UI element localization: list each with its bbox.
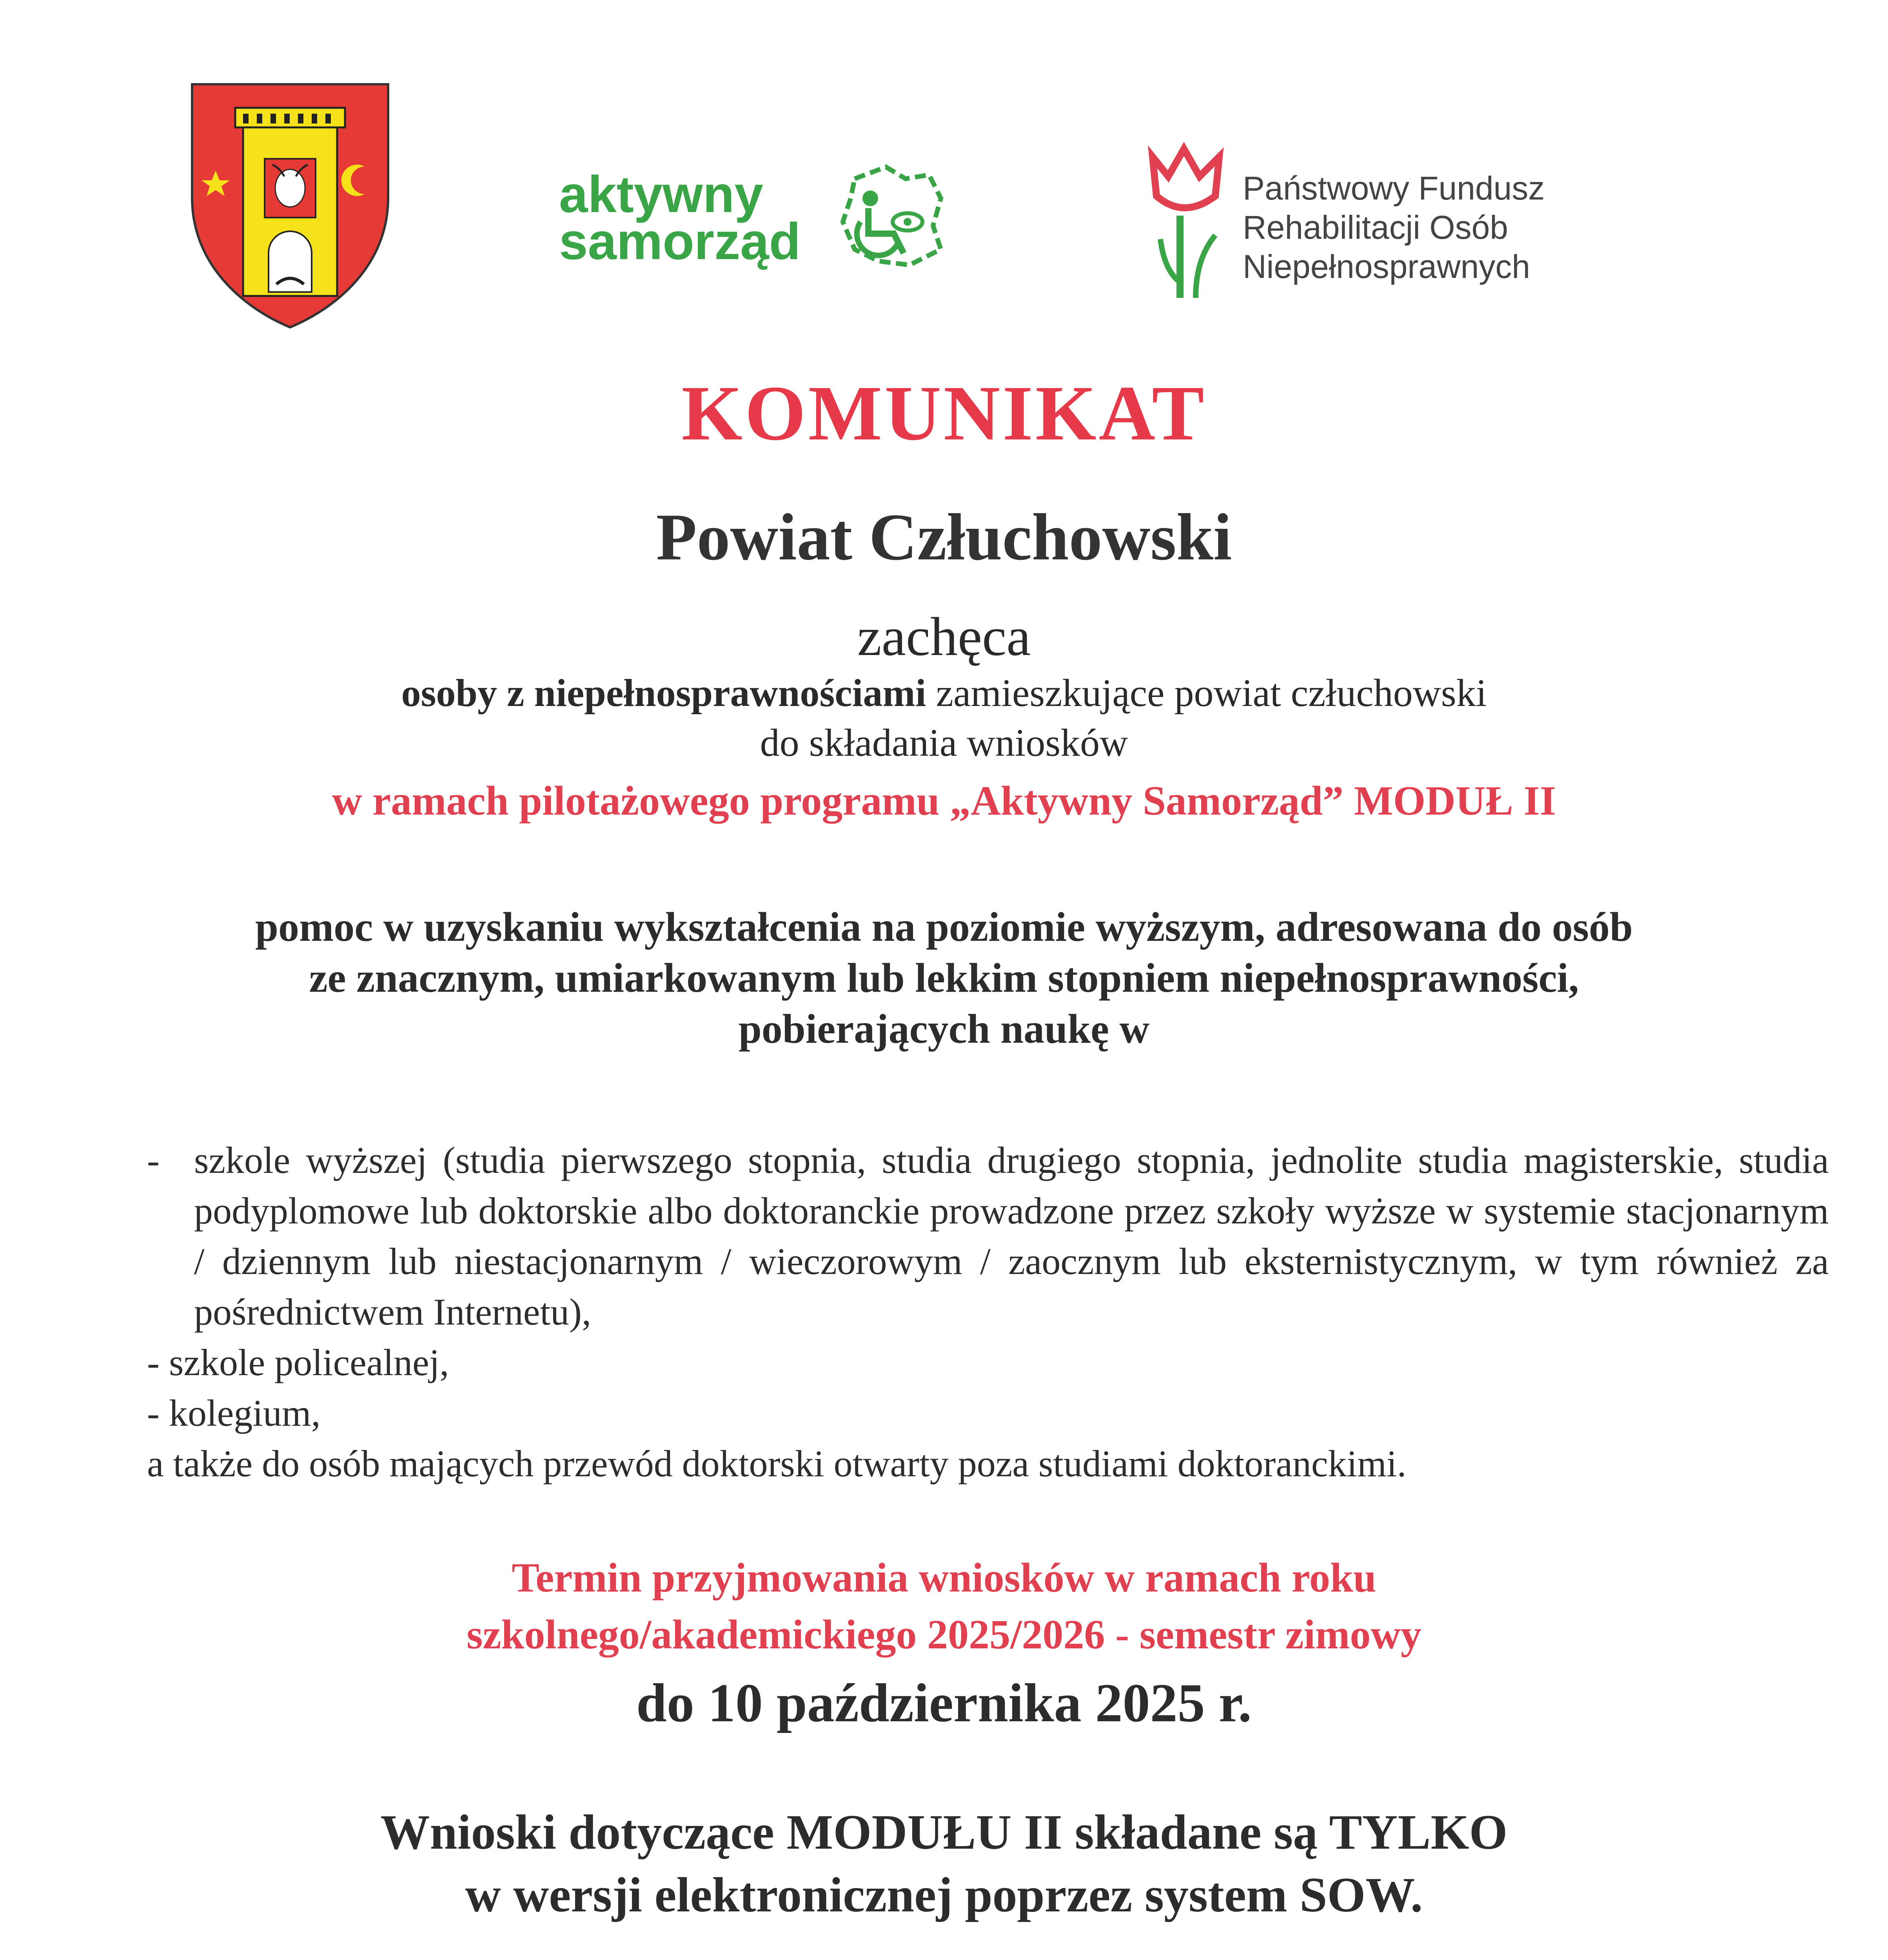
help-line-2: ze znacznym, umiarkowanym lub lekkim stopniem niepełnosprawności, (309, 955, 1579, 1001)
pfron-line-3: Niepełnosprawnych (1243, 248, 1530, 285)
tulip-icon (1137, 141, 1239, 306)
document-title: KOMUNIKAT (681, 370, 1207, 457)
county-name: Powiat Człuchowski (656, 500, 1232, 574)
sow-notice-line-1: Wnioski dotyczące MODUŁU II składane są TYLKO (380, 1805, 1508, 1860)
help-line-1: pomoc w uzyskaniu wykształcenia na poziomie wyższym, adresowana do osób (255, 904, 1633, 950)
list-closing: a także do osób mających przewód doktorski otwarty poza studiami doktoranckimi. (147, 1443, 1407, 1485)
persons-bold: osoby z niepełnosprawnościami (401, 671, 926, 715)
persons-rest: zamieszkujące powiat człuchowski (926, 671, 1487, 715)
deadline-date: do 10 października 2025 r. (636, 1673, 1252, 1733)
list-item-1-text: szkole wyższej (studia pierwszego stopnia, studia drugiego stopnia, jednolite studia magisterskie, studia podyplomowe lub doktorskie albo doktoranckie prowadzone przez szkoły wyższe w systemie stacjonarnym / dziennym lub niestacjonarnym / wieczorowym / zaocznym lub eksternistycznym, w tym również za pośrednictwem Internetu), (194, 1139, 1829, 1333)
wheelchair-map-icon (831, 163, 949, 273)
pfron-line-2: Rehabilitacji Osób (1243, 209, 1509, 246)
persons-line (0, 670, 1888, 717)
list-item: - kolegium, (147, 1392, 321, 1434)
program-line: w ramach pilotażowego programu „Aktywny Samorząd” MODUŁ II (332, 778, 1556, 824)
pfron-line-1: Państwowy Fundusz (1243, 170, 1545, 207)
list-item: - szkole policealnej, (147, 1341, 449, 1383)
submit-line: do składania wniosków (760, 721, 1128, 764)
help-description (0, 902, 1888, 1054)
logo-word-aktywny: aktywny (559, 165, 763, 223)
eligible-schools-list (147, 1135, 1829, 1489)
deadline-line-2: szkolnego/akademickiego 2025/2026 - semestr zimowy (467, 1612, 1421, 1657)
encourages-text: zachęca (857, 606, 1031, 667)
list-item: - szkole wyższej (studia pierwszego stopnia, studia drugiego stopnia, jednolite studia magisterskie, studia podyplomowe lub doktorskie albo doktoranckie prowadzone przez szkoły wyższe w systemie stacjonarnym / dziennym lub niestacjonarnym / wieczorowym / zaocznym lub eksternistycznym, w tym również za pośrednictwem Internetu), (147, 1139, 1829, 1333)
deadline-line-1: Termin przyjmowania wniosków w ramach roku (512, 1555, 1376, 1601)
aktywny-samorzad-logo (549, 157, 953, 274)
sow-notice-line-2: w wersji elektronicznej poprzez system SOW. (465, 1868, 1423, 1922)
logo-word-samorzad: samorząd (559, 212, 801, 270)
county-crest-icon (188, 80, 392, 331)
pfron-logo (1137, 141, 1607, 306)
help-line-3: pobierających naukę w (738, 1006, 1150, 1052)
